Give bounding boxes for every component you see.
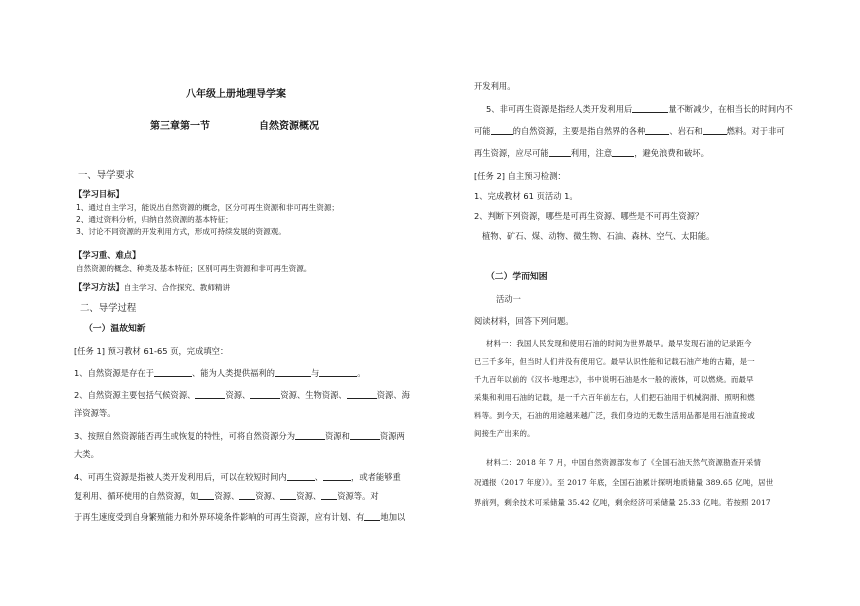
doc-title: 八年级上册地理导学案 [186,89,286,100]
chapter-label: 第三章第一节 [150,121,210,132]
material-1-line: 采集和利用石油的记载，是一千六百年前左右，人们把石油用于机械润滑、照明和燃 [474,393,755,402]
subsection-heading: （一）温故知新 [84,324,146,334]
blank-field[interactable] [239,490,255,500]
question-3-cont: 大类。 [74,449,99,459]
blank-field[interactable] [195,389,225,399]
goal-item: 2、通过资料分析，归纳自然资源的基本特征； [76,215,233,224]
method-line [74,281,230,294]
goal-item: 3、讨论不同资源的开发利用方式，形成可持续发展的资源观。 [76,227,286,236]
blank-field[interactable] [250,389,280,399]
key-text: 自然资源的概念、种类及基本特征；区别可再生资源和非可再生资源。 [76,264,312,273]
task2-question-2: 2、判断下列资源，哪些是可再生资源、哪些是不可再生资源？ [474,211,704,221]
key-label: 【学习重、难点】 [74,250,141,260]
material-2-line: 界前列，剩余技术可采储量 35.42 亿吨，剩余经济可采储量 25.33 亿吨。若按照 2017 [474,498,771,507]
blank-field[interactable] [703,125,727,135]
blank-field[interactable] [198,490,214,500]
blank-field[interactable] [612,147,634,157]
question-4: 4、可再生资源是指被人类开发利用后，可以在较短时间内 、 ，或者能够重 [74,472,401,482]
material-1-line: 已三千多年，但当时人们并没有使用它。最早认识性能和记载石油产地的古籍，是一 [474,357,755,366]
blank-field[interactable] [645,125,669,135]
question-5: 5、非可再生资源是指经人类开发利用后 量不断减少，在相当长的时间内不 [486,104,793,114]
question-5-line2: 可能 的自然资源，主要是指自然界的各种 、岩石和 燃料。对于非可 [474,126,785,136]
task2-heading: [任务 2] 自主预习检测： [474,171,566,181]
blank-field[interactable] [347,389,377,399]
question-4-line3: 于再生速度受到自身繁殖能力和外界环境条件影响的可再生资源，应有计划、有 地加以 [74,512,406,522]
question-5-line3: 再生资源，应尽可能 利用，注意 ，避免浪费和破坏。 [474,148,709,158]
method-label: 【学习方法】 [74,282,124,292]
material-1-line: 料等。到今天，石油的用途越来越广泛，我们身边的无数生活用品都是用石油直接或 [474,411,755,420]
instruction-text: 阅读材料，回答下列问题。 [474,316,574,326]
blank-field[interactable] [275,367,311,377]
method-text: 自主学习、合作探究、教师精讲 [123,283,231,292]
question-1: 1、自然资源是存在于 、能为人类提供福利的 与 。 [74,368,366,378]
blank-field[interactable] [549,147,571,157]
blank-field[interactable] [350,430,380,440]
blank-field[interactable] [287,471,315,481]
question-3: 3、按照自然资源能否再生或恢复的特性，可将自然资源分为 资源和 资源两 [74,431,405,441]
blank-field[interactable] [323,471,351,481]
blank-field[interactable] [280,490,296,500]
task1-heading: [任务 1] 预习教材 61-65 页，完成填空： [74,346,229,356]
material-1-line: 间接生产出来的。 [474,429,535,438]
material-1-line: 材料一：我国人民发现和使用石油的时间为世界最早。最早发现石油的记录距今 [486,339,752,348]
section-title: 自然资源概况 [259,121,319,132]
blank-field[interactable] [321,490,337,500]
question-2-cont: 洋资源等。 [74,408,116,418]
resource-list: 植物、矿石、煤、动物、微生物、石油、森林、空气、太阳能。 [482,231,715,241]
blank-field[interactable] [295,430,325,440]
blank-field[interactable] [632,103,668,113]
subsection-heading: （二）学而知困 [486,272,548,282]
part2-heading: 二、导学过程 [80,303,137,314]
blank-field[interactable] [491,125,513,135]
material-2-line: 材料二：2018 年 7 月，中国自然资源部发布了《全国石油天然气资源勘查开采情 [486,458,762,467]
question-4-line2: 复利用、循环使用的自然资源，如 资源、 资源、 资源、 资源等。对 [74,491,379,501]
goals-label: 【学习目标】 [74,189,124,199]
material-2-line: 况通报（2017 年度）》。至 2017 年底，全国石油累计探明地质储量 389.65 亿吨，居世 [474,478,774,487]
blank-field[interactable] [154,367,192,377]
question-2: 2、自然资源主要包括气候资源、 资源、 资源、生物资源、 资源、海 [74,390,410,400]
activity-label: 活动一 [496,294,521,304]
goal-item: 1、通过自主学习，能说出自然资源的概念，区分可再生资源和非可再生资源； [76,203,340,212]
blank-field[interactable] [364,511,380,521]
continued-text: 开发利用。 [474,81,516,91]
task2-question-1: 1、完成教材 61 页活动 1。 [474,191,578,201]
part1-heading: 一、导学要求 [78,170,135,181]
blank-field[interactable] [319,367,357,377]
material-1-line: 千九百年以前的《汉书·地理志》，书中说明石油是水一般的液体，可以燃烧。而最早 [474,375,754,384]
